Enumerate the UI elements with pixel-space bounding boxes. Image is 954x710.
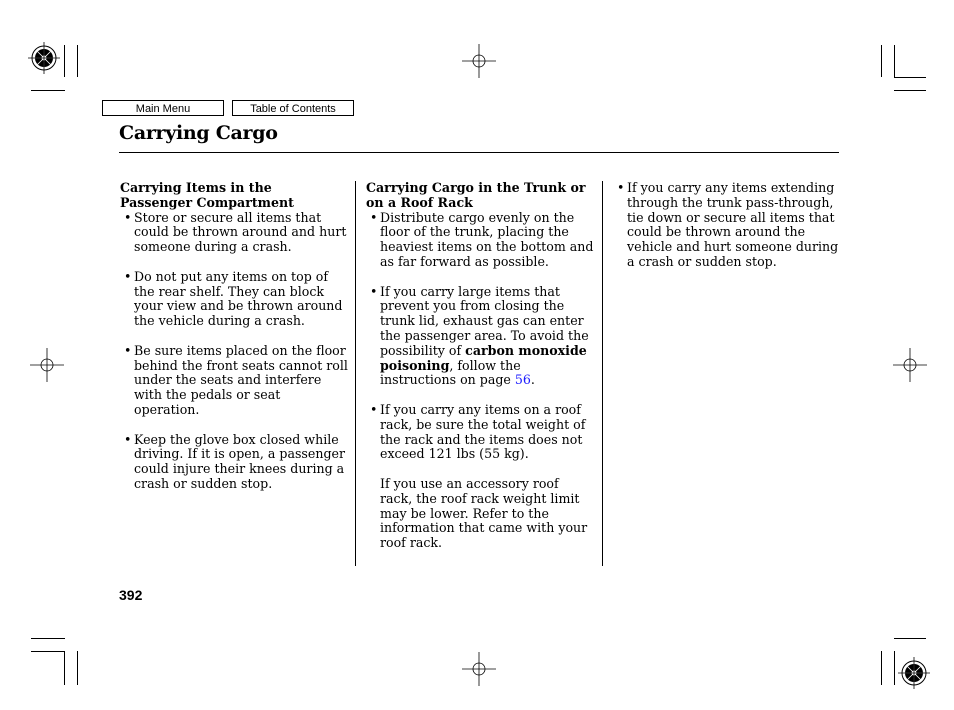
- bullet-icon: •: [370, 283, 378, 299]
- table-of-contents-button[interactable]: Table of Contents: [232, 100, 354, 116]
- list-item: • Be sure items placed on the floor behind the front seats cannot roll under the seats and interfere with the pedals or seat operation.: [124, 342, 348, 417]
- section-heading: Carrying Items in the Passenger Compartment: [120, 180, 294, 210]
- bullet-list: [366, 211, 594, 463]
- bullet-icon: •: [124, 431, 132, 447]
- warning-term: carbon monoxide poisoning: [380, 342, 587, 373]
- column-divider: [602, 181, 603, 566]
- page-title: Carrying Cargo: [119, 122, 278, 144]
- passenger-compartment-section: [120, 181, 348, 507]
- trunk-roof-rack-section: [366, 181, 594, 551]
- bullet-icon: •: [370, 401, 378, 417]
- page-number: 392: [119, 587, 143, 603]
- crosshair-icon: [462, 44, 496, 78]
- crosshair-icon: [893, 348, 927, 382]
- bullet-list: [120, 211, 348, 492]
- crosshair-icon: [462, 652, 496, 686]
- roof-rack-note: If you use an accessory roof rack, the roof rack weight limit may be lower. Refer to the information that came with your roof rack.: [380, 475, 588, 551]
- list-item: • If you carry any items on a roof rack, be sure the total weight of the rack and the items does not exceed 121 lbs (55 kg).: [370, 401, 586, 462]
- section-heading: Carrying Cargo in the Trunk or on a Roof Rack: [366, 180, 586, 210]
- column-divider: [355, 181, 356, 566]
- title-rule: [119, 152, 839, 153]
- pass-through-section: [613, 181, 841, 285]
- list-item: • If you carry any items extending through the trunk pass-through, tie down or secure all items that could be thrown around the vehicle and hurt someone during a crash or sudden stop.: [617, 180, 839, 269]
- main-menu-button[interactable]: Main Menu: [102, 100, 224, 116]
- bullet-icon: •: [124, 342, 132, 358]
- page-link-56[interactable]: 56: [514, 372, 531, 388]
- registration-target-icon: [898, 657, 930, 689]
- registration-target-icon: [28, 42, 60, 74]
- bullet-list: [613, 181, 841, 270]
- list-item: • Distribute cargo evenly on the floor of the trunk, placing the heaviest items on the bottom and as far forward as possible.: [370, 209, 594, 269]
- crosshair-icon: [30, 348, 64, 382]
- bullet-icon: •: [124, 209, 132, 225]
- bullet-icon: •: [370, 209, 378, 225]
- list-item: • Do not put any items on top of the rear shelf. They can block your view and be thrown around the vehicle during a crash.: [124, 268, 343, 329]
- list-item: • Store or secure all items that could be thrown around and hurt someone during a crash.: [124, 209, 347, 255]
- bullet-icon: •: [124, 268, 132, 284]
- bullet-icon: •: [617, 180, 625, 195]
- list-item: • If you carry large items that prevent you from closing the trunk lid, exhaust gas can enter the passenger area. To avoid the possibility of carbon monoxide poisoning, follow the instructions on page 56.: [370, 283, 589, 388]
- list-item: • Keep the glove box closed while driving. If it is open, a passenger could injure their knees during a crash or sudden stop.: [124, 431, 345, 491]
